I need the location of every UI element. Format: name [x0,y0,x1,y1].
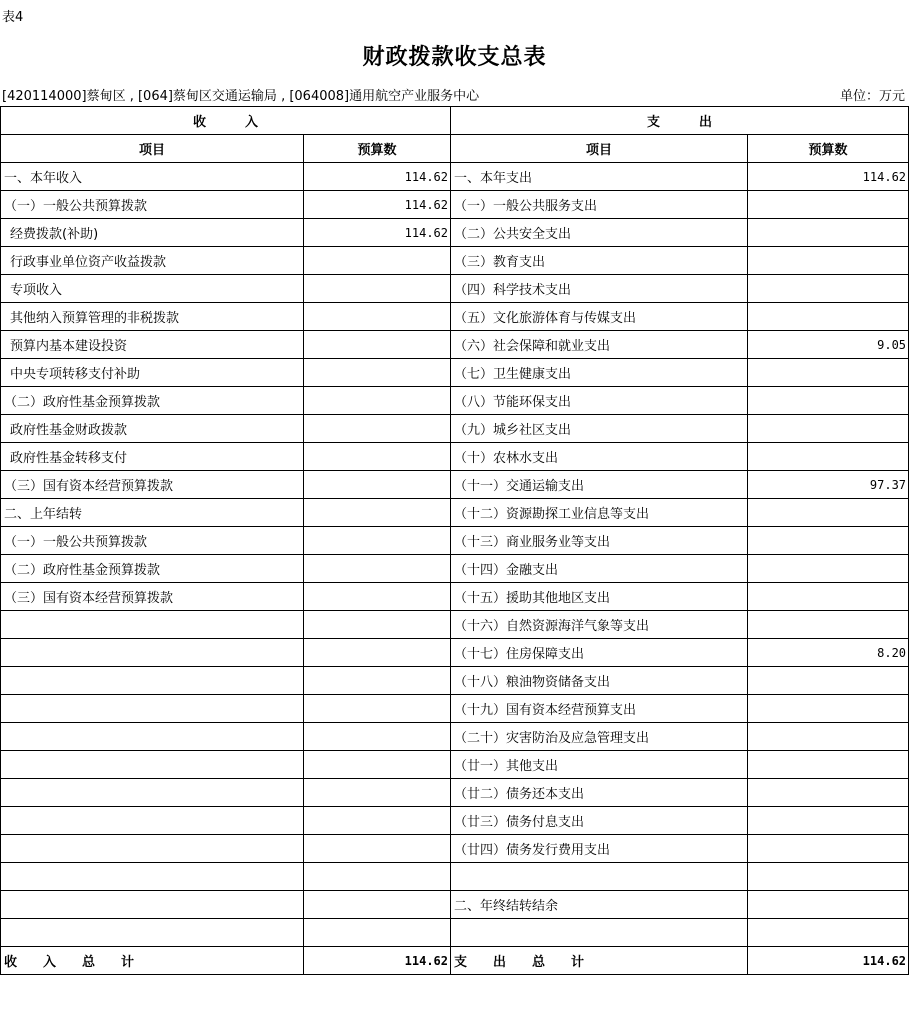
income-budget-header: 预算数 [304,135,451,163]
expense-item-cell: （六）社会保障和就业支出 [451,331,748,359]
income-item-cell: 预算内基本建设投资 [1,331,304,359]
expense-item-cell: （十三）商业服务业等支出 [451,527,748,555]
unit-label: 单位：万元 [839,89,905,104]
expense-item-cell: （十四）金融支出 [451,555,748,583]
expense-item-cell: （十一）交通运输支出 [451,471,748,499]
income-item-cell: 中央专项转移支付补助 [1,359,304,387]
expense-item-cell: （二十）灾害防治及应急管理支出 [451,723,748,751]
expense-item-cell: （廿一）其他支出 [451,751,748,779]
income-item-cell [1,919,304,947]
expense-value-cell [748,723,909,751]
expense-item-cell: （十九）国有资本经营预算支出 [451,695,748,723]
income-total-value: 114.62 [304,947,451,975]
income-value-cell [304,527,451,555]
income-item-cell: （二）政府性基金预算拨款 [1,387,304,415]
expense-item-cell: （十八）粮油物资储备支出 [451,667,748,695]
income-value-cell: 114.62 [304,163,451,191]
table-row [1,527,909,555]
page-title: 财政拨款收支总表 [362,44,547,70]
income-item-cell [1,695,304,723]
expense-item-cell: （十）农林水支出 [451,443,748,471]
income-item-cell: 二、上年结转 [1,499,304,527]
expense-value-cell [748,919,909,947]
income-value-cell [304,639,451,667]
table-row [1,219,909,247]
table-row [1,667,909,695]
expense-value-cell [748,275,909,303]
expense-value-cell [748,695,909,723]
income-item-cell: 其他纳入预算管理的非税拨款 [1,303,304,331]
expense-item-cell: 一、本年支出 [451,163,748,191]
table-row [1,779,909,807]
table-row [1,415,909,443]
income-item-cell: 政府性基金财政拨款 [1,415,304,443]
expense-value-cell [748,751,909,779]
income-item-cell: 行政事业单位资产收益拨款 [1,247,304,275]
table-row [1,919,909,947]
income-item-cell: 经费拨款(补助) [1,219,304,247]
expense-value-cell [748,303,909,331]
expense-value-cell [748,387,909,415]
income-value-cell: 114.62 [304,191,451,219]
table-row [1,611,909,639]
expense-value-cell [748,247,909,275]
expense-item-cell: （十六）自然资源海洋气象等支出 [451,611,748,639]
expense-item-cell: （二）公共安全支出 [451,219,748,247]
expense-value-cell [748,555,909,583]
table-row [1,387,909,415]
table-row [1,751,909,779]
header-row-section [1,107,909,135]
table-row [1,331,909,359]
expense-item-header: 项目 [451,135,748,163]
income-value-cell [304,667,451,695]
income-value-cell [304,751,451,779]
expense-value-cell [748,499,909,527]
expense-item-cell: （七）卫生健康支出 [451,359,748,387]
income-item-cell [1,723,304,751]
income-total-label: 收 入 总 计 [1,947,304,975]
expense-item-cell: 二、年终结转结余 [451,891,748,919]
income-value-cell [304,891,451,919]
expense-item-cell: （十七）住房保障支出 [451,639,748,667]
income-value-cell [304,303,451,331]
table-row [1,723,909,751]
income-value-cell [304,247,451,275]
expense-header: 支 出 [451,107,909,135]
table-row [1,443,909,471]
expense-item-cell: （廿二）债务还本支出 [451,779,748,807]
income-value-cell [304,779,451,807]
income-value-cell [304,387,451,415]
income-value-cell [304,359,451,387]
table-row [1,835,909,863]
income-item-cell: （三）国有资本经营预算拨款 [1,471,304,499]
income-value-cell [304,471,451,499]
expense-item-cell: （廿四）债务发行费用支出 [451,835,748,863]
income-item-cell [1,667,304,695]
table-row [1,891,909,919]
expense-item-cell: （一）一般公共服务支出 [451,191,748,219]
income-value-cell [304,807,451,835]
expense-total-label: 支 出 总 计 [451,947,748,975]
income-item-cell [1,863,304,891]
expense-value-cell [748,219,909,247]
expense-value-cell [748,835,909,863]
table-row [1,163,909,191]
income-item-cell: 专项收入 [1,275,304,303]
income-header: 收 入 [1,107,451,135]
income-value-cell [304,863,451,891]
table-row [1,863,909,891]
expense-item-cell: （八）节能环保支出 [451,387,748,415]
table-row [1,471,909,499]
table-row [1,247,909,275]
expense-value-cell [748,359,909,387]
expense-value-cell [748,583,909,611]
header-row-columns [1,135,909,163]
expense-item-cell: （十五）援助其他地区支出 [451,583,748,611]
income-item-header: 项目 [1,135,304,163]
income-value-cell [304,331,451,359]
expense-item-cell: （十二）资源勘探工业信息等支出 [451,499,748,527]
expense-value-cell [748,527,909,555]
income-item-cell: 政府性基金转移支付 [1,443,304,471]
expense-value-cell [748,611,909,639]
expense-value-cell [748,779,909,807]
organization-line: [420114000]蔡甸区 , [064]蔡甸区交通运输局 , [064008]通用航空产业服务中心 [2,89,480,104]
expense-item-cell: （四）科学技术支出 [451,275,748,303]
income-value-cell [304,919,451,947]
income-value-cell [304,275,451,303]
table-row [1,303,909,331]
expense-value-cell [748,415,909,443]
table-row [1,807,909,835]
income-value-cell [304,835,451,863]
expense-item-cell [451,919,748,947]
budget-table [0,106,909,975]
income-item-cell [1,751,304,779]
income-item-cell: （一）一般公共预算拨款 [1,191,304,219]
income-item-cell: （二）政府性基金预算拨款 [1,555,304,583]
table-number: 表4 [2,10,24,25]
expense-item-cell: （三）教育支出 [451,247,748,275]
income-value-cell [304,695,451,723]
income-item-cell: （三）国有资本经营预算拨款 [1,583,304,611]
expense-value-cell: 114.62 [748,163,909,191]
table-row [1,695,909,723]
income-item-cell [1,611,304,639]
income-value-cell [304,583,451,611]
table-row [1,359,909,387]
income-value-cell [304,611,451,639]
expense-value-cell: 9.05 [748,331,909,359]
totals-row [1,947,909,975]
income-item-cell [1,891,304,919]
expense-item-cell: （五）文化旅游体育与传媒支出 [451,303,748,331]
expense-total-value: 114.62 [748,947,909,975]
expense-item-cell [451,863,748,891]
income-value-cell [304,443,451,471]
table-row [1,583,909,611]
income-value-cell [304,555,451,583]
income-item-cell [1,835,304,863]
income-value-cell [304,499,451,527]
expense-budget-header: 预算数 [748,135,909,163]
expense-value-cell [748,667,909,695]
income-value-cell [304,723,451,751]
expense-value-cell: 97.37 [748,471,909,499]
table-row [1,191,909,219]
table-row [1,639,909,667]
expense-value-cell [748,191,909,219]
expense-value-cell [748,891,909,919]
income-value-cell: 114.62 [304,219,451,247]
income-item-cell: （一）一般公共预算拨款 [1,527,304,555]
table-row [1,275,909,303]
expense-item-cell: （九）城乡社区支出 [451,415,748,443]
table-row [1,555,909,583]
table-row [1,499,909,527]
expense-item-cell: （廿三）债务付息支出 [451,807,748,835]
expense-value-cell [748,443,909,471]
expense-value-cell [748,863,909,891]
expense-value-cell: 8.20 [748,639,909,667]
income-item-cell: 一、本年收入 [1,163,304,191]
income-value-cell [304,415,451,443]
expense-value-cell [748,807,909,835]
income-item-cell [1,807,304,835]
income-item-cell [1,779,304,807]
income-item-cell [1,639,304,667]
